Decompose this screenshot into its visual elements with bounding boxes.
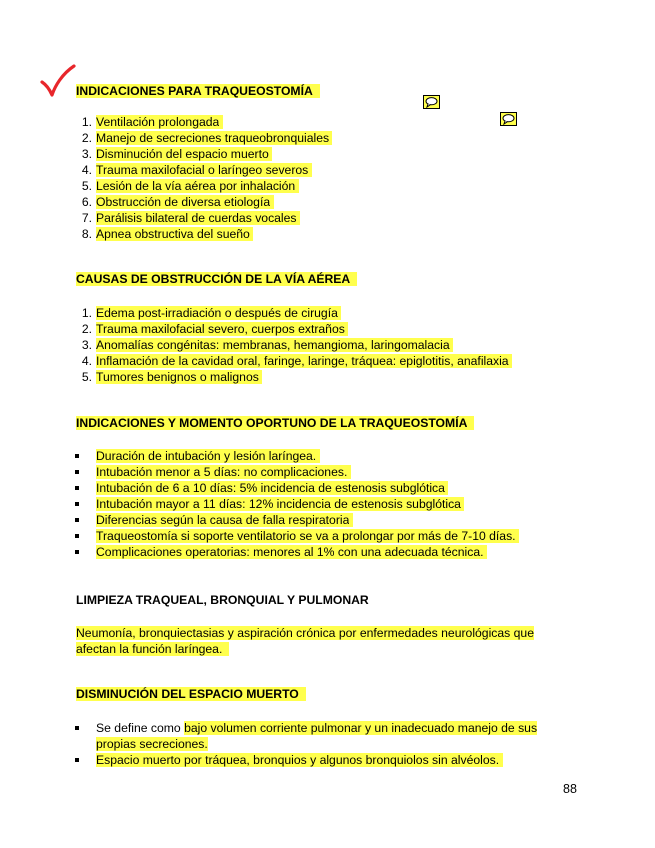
- list-item: 1. Edema post-irradiación o después de cirugía: [96, 305, 512, 321]
- list-item: 3. Anomalías congénitas: membranas, hemangioma, laringomalacia: [96, 337, 512, 353]
- list-item: 2. Manejo de secreciones traqueobronquiales: [96, 130, 332, 146]
- list-item: 7. Parálisis bilateral de cuerdas vocales: [96, 210, 332, 226]
- list-item: 6. Obstrucción de diversa etiología: [96, 194, 332, 210]
- list-item: 2. Trauma maxilofacial severo, cuerpos extraños: [96, 321, 512, 337]
- list-item: Intubación mayor a 11 días: 12% incidencia de estenosis subglótica: [96, 496, 519, 512]
- limpieza-paragraph: Neumonía, bronquiectasias y aspiración crónica por enfermedades neurológicas que afectan la función laríngea.: [76, 626, 534, 656]
- section-title-causas: CAUSAS DE OBSTRUCCIÓN DE LA VÍA AÉREA: [76, 272, 357, 287]
- list-item: 8. Apnea obstructiva del sueño: [96, 226, 332, 242]
- list-item-continuation: propias secreciones.: [96, 737, 208, 751]
- page-number: 88: [563, 782, 577, 796]
- list-item: 4. Trauma maxilofacial o laríngeo severos: [96, 162, 332, 178]
- list-item: Diferencias según la causa de falla respiratoria: [96, 512, 519, 528]
- list-item: 1. Ventilación prolongada: [96, 114, 332, 130]
- comment-icon[interactable]: [500, 112, 517, 126]
- section-title-momento: INDICACIONES Y MOMENTO OPORTUNO DE LA TRAQUEOSTOMÍA: [76, 416, 474, 431]
- list-item: 4. Inflamación de la cavidad oral, faringe, laringe, tráquea: epiglotitis, anafilaxia: [96, 353, 512, 369]
- list-item: Intubación de 6 a 10 días: 5% incidencia de estenosis subglótica: [96, 480, 519, 496]
- list-item: Complicaciones operatorias: menores al 1% con una adecuada técnica.: [96, 544, 519, 560]
- list-item: Traqueostomía si soporte ventilatorio se va a prolongar por más de 7-10 días.: [96, 528, 519, 544]
- comment-icon[interactable]: [423, 95, 440, 109]
- check-mark-icon: [40, 64, 76, 98]
- indicaciones-list: [81, 114, 332, 242]
- causas-list: [81, 305, 512, 385]
- list-item: Intubación menor a 5 días: no complicaciones.: [96, 464, 519, 480]
- list-item: 5. Lesión de la vía aérea por inhalación: [96, 178, 332, 194]
- momento-list: [96, 448, 519, 560]
- espacio-list: [96, 720, 537, 768]
- list-item: Se define como bajo volumen corriente pulmonar y un inadecuado manejo de sus: [96, 720, 537, 736]
- section-title-indicaciones: INDICACIONES PARA TRAQUEOSTOMÍA: [76, 84, 320, 99]
- section-title-limpieza: LIMPIEZA TRAQUEAL, BRONQUIAL Y PULMONAR: [76, 593, 369, 607]
- list-item: 3. Disminución del espacio muerto: [96, 146, 332, 162]
- list-item: Espacio muerto por tráquea, bronquios y algunos bronquiolos sin alvéolos.: [96, 752, 537, 768]
- section-title-espacio: DISMINUCIÓN DEL ESPACIO MUERTO: [76, 687, 306, 702]
- list-item: 5. Tumores benignos o malignos: [96, 369, 512, 385]
- list-item: Duración de intubación y lesión laríngea.: [96, 448, 519, 464]
